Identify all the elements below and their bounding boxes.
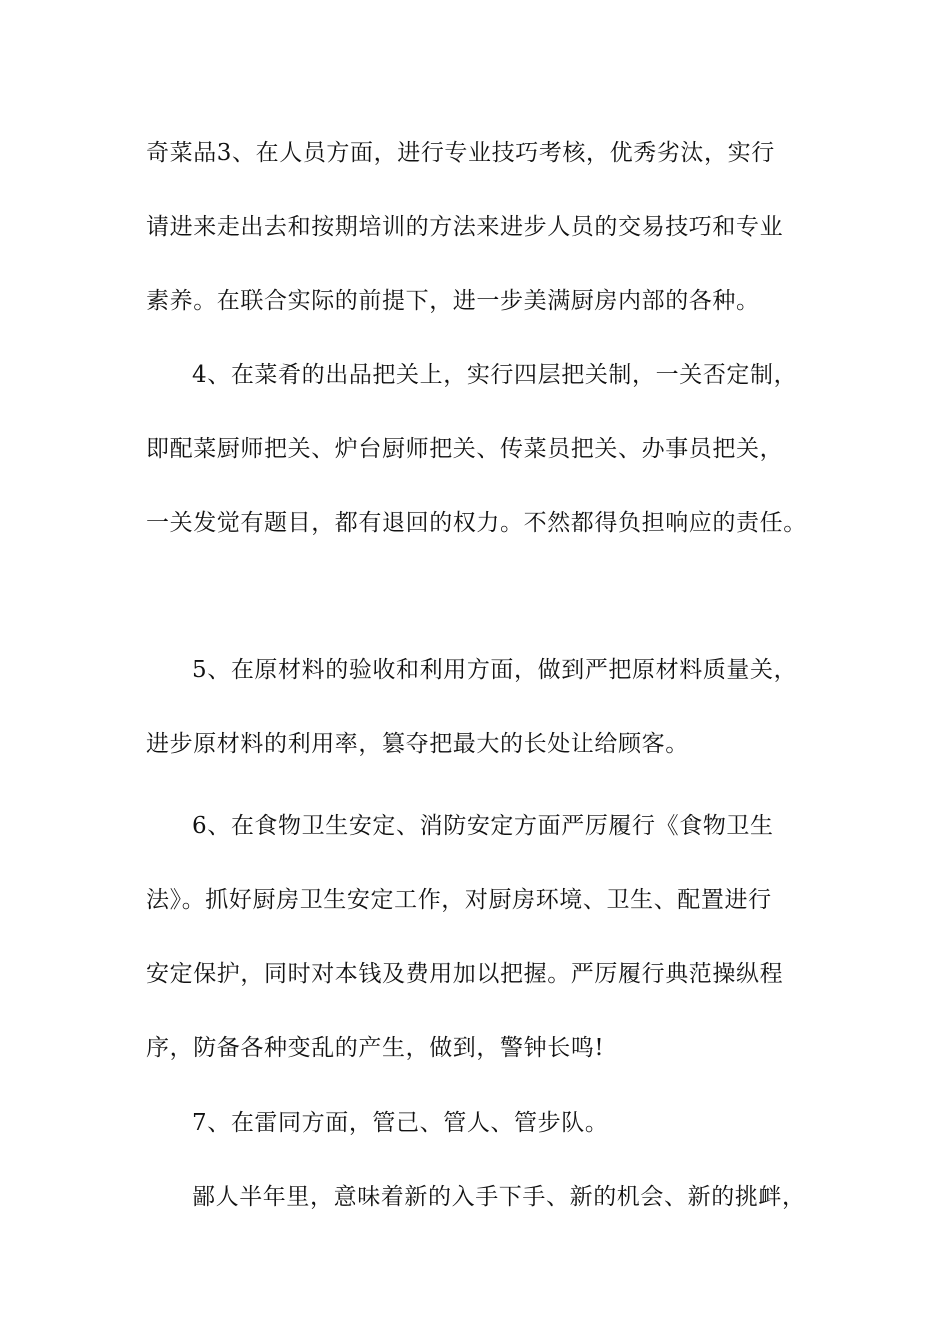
text-line: 素养。在联合实际的前提下，进一步美满厨房内部的各种。 (146, 288, 760, 314)
text-line: 即配菜厨师把关、炉台厨师把关、传菜员把关、办事员把关， (146, 436, 784, 462)
paragraph-line: 鄙人半年里，意味着新的入手下手、新的机会、新的挑衅， (192, 1184, 806, 1210)
paragraph-line: 7、在雷同方面，管己、管人、管步队。 (192, 1110, 609, 1136)
text-line: 法》。抓好厨房卫生安定工作，对厨房环境、卫生、配置进行 (146, 887, 772, 913)
text-line: 安定保护，同时对本钱及费用加以把握。严厉履行典范操纵程 (146, 961, 784, 987)
text-line: 请进来走出去和按期培训的方法来进步人员的交易技巧和专业 (146, 214, 784, 240)
text-line: 一关发觉有题目，都有退回的权力。不然都得负担响应的责任。 (146, 510, 807, 536)
text-line: 奇菜品3、在人员方面，进行专业技巧考核，优秀劣汰，实行 (146, 140, 775, 166)
paragraph-line: 5、在原材料的验收和利用方面，做到严把原材料质量关， (192, 657, 798, 683)
text-line: 进步原材料的利用率，篡夺把最大的长处让给顾客。 (146, 731, 689, 757)
paragraph-line: 6、在食物卫生安定、消防安定方面严厉履行《食物卫生 (192, 813, 774, 839)
paragraph-line: 4、在菜肴的出品把关上，实行四层把关制，一关否定制， (192, 362, 798, 388)
text-line: 序，防备各种变乱的产生，做到，警钟长鸣! (146, 1035, 605, 1061)
